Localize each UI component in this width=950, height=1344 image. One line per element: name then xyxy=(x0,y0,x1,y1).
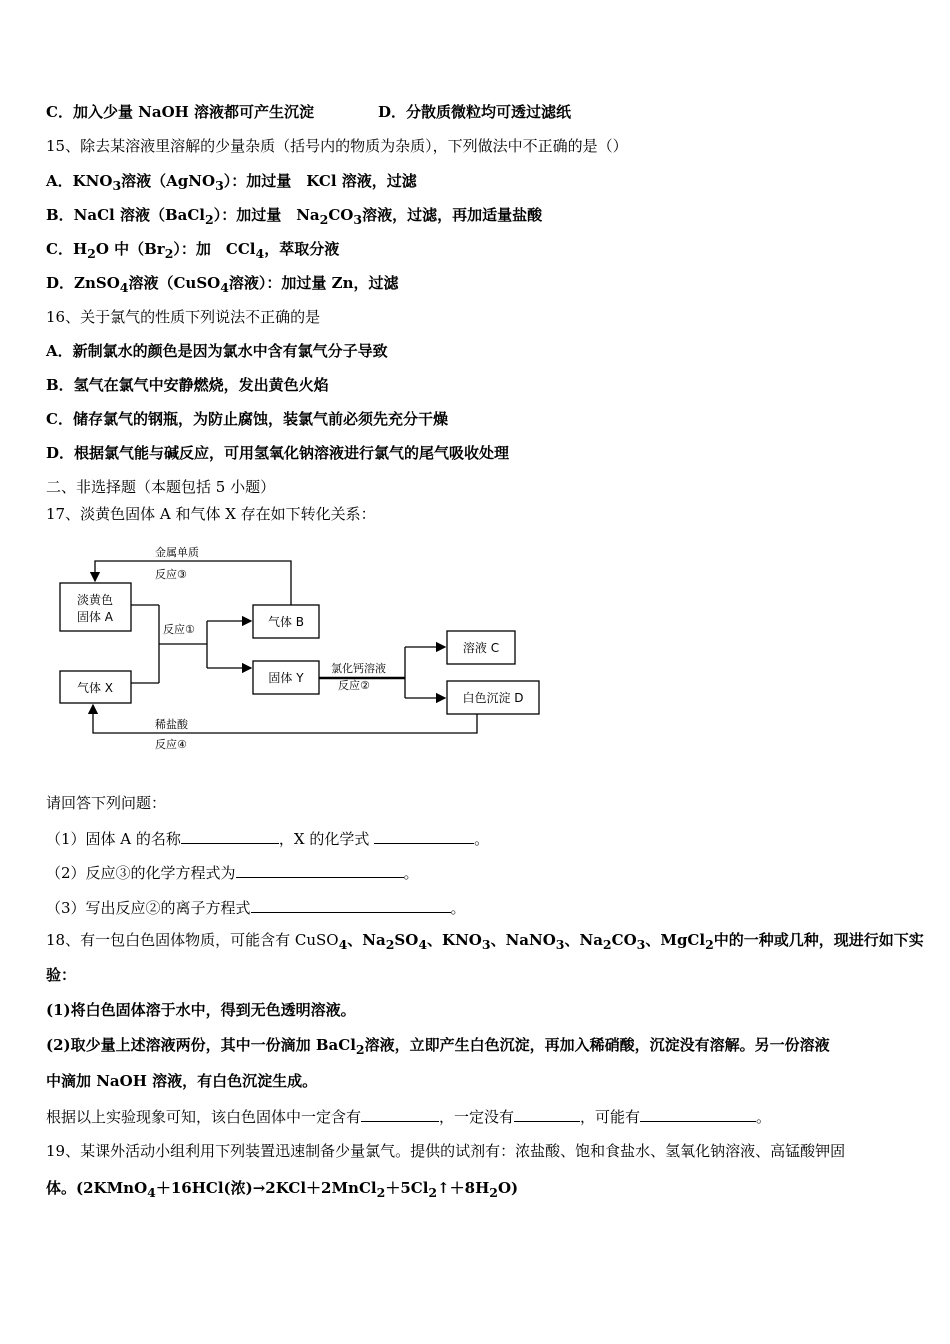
q17-sub2: （2）反应③的化学方程式为 。 xyxy=(46,864,419,882)
q17-stem: 17、淡黄色固体 A 和气体 X 存在如下转化关系： xyxy=(46,505,376,523)
q14-option-c-d-row xyxy=(46,102,572,122)
answer-blank-may-contain[interactable] xyxy=(640,1106,756,1122)
q19-stem-line1: 19、某课外活动小组利用下列装置迅速制备少量氯气。提供的试剂有：浓盐酸、饱和食盐水、氢氧化钠溶液、高锰酸钾固 xyxy=(46,1142,846,1160)
label-reaction-4: 反应④ xyxy=(155,738,187,751)
answer-blank-x-formula[interactable] xyxy=(374,828,474,844)
answer-blank-a-name[interactable] xyxy=(181,828,279,844)
q15-option-a: A．$KNO_3$溶液（AgNO$_3$）：加过量 KCl 溶液，过滤 xyxy=(46,172,417,193)
q16-stem: 16、关于氯气的性质下列说法不正确的是 xyxy=(46,308,321,326)
q16-option-b: B．氢气在氯气中安静燃烧，发出黄色火焰 xyxy=(46,376,329,394)
q15-option-d: D．ZnSO$_4$溶液（CuSO$_4$溶液）：加过量 Zn，过滤 xyxy=(46,274,399,295)
label-reaction-2: 反应② xyxy=(338,679,370,692)
q15-stem: 15、除去某溶液里溶解的少量杂质（括号内的物质为杂质），下列做法中不正确的是（） xyxy=(46,137,628,155)
label-dilute-hcl: 稀盐酸 xyxy=(155,718,188,731)
q18-step2-line2: 中滴加 NaOH 溶液，有白色沉淀生成。 xyxy=(46,1072,318,1090)
box-b-label: 气体 B xyxy=(267,615,305,629)
answer-blank-reaction-2[interactable] xyxy=(251,897,451,913)
label-metal-element: 金属单质 xyxy=(155,546,199,559)
q17-sub3: （3）写出反应②的离子方程式 。 xyxy=(46,899,466,917)
label-calcium-chloride: 氯化钙溶液 xyxy=(331,662,386,675)
q16-option-a: A．新制氯水的颜色是因为氯水中含有氯气分子导致 xyxy=(46,342,388,360)
q18-conclusion: 根据以上实验现象可知，该白色固体中一定含有 ，一定没有 ，可能有 。 xyxy=(46,1108,772,1126)
box-d-label: 白色沉淀 D xyxy=(462,691,524,705)
q18-step2: (2)取少量上述溶液两份，其中一份滴加 BaCl$_2$溶液，立即产生白色沉淀，再加入稀硝酸，沉淀没有溶解。另一份溶液 xyxy=(46,1036,830,1057)
q17-prompt: 请回答下列问题： xyxy=(46,794,167,812)
q15-option-c: C．$H_2O$ 中$(Br_2)$：加 CCl$_4$，萃取分液 xyxy=(46,240,340,261)
box-c-label: 溶液 C xyxy=(462,641,500,655)
q16-option-c: C．储存氯气的钢瓶，为防止腐蚀，装氯气前必须先充分干燥 xyxy=(46,410,448,428)
arrow-reaction-4 xyxy=(93,705,477,733)
answer-blank-must-not-contain[interactable] xyxy=(514,1106,580,1122)
q17-transformation-diagram xyxy=(55,543,555,753)
q14-option-c: C．加入少量 NaOH 溶液都可产生沉淀 xyxy=(46,103,315,121)
q15-option-b: B．NaCl 溶液（BaCl$_2$）：加过量 $Na_2CO_3$溶液，过滤，再加适量盐酸 xyxy=(46,206,543,227)
q17-sub1: （1）固体 A 的名称 ，X 的化学式 。 xyxy=(46,830,490,848)
section-2-heading: 二、非选择题（本题包括 5 小题） xyxy=(46,478,276,496)
q16-option-d: D．根据氯气能与碱反应，可用氢氧化钠溶液进行氯气的尾气吸收处理 xyxy=(46,444,510,462)
q18-step1: (1)将白色固体溶于水中，得到无色透明溶液。 xyxy=(46,1001,356,1019)
box-y-label: 固体 Y xyxy=(268,671,304,685)
answer-blank-reaction-3[interactable] xyxy=(236,862,404,878)
q18-stem-line2: 验： xyxy=(46,966,77,984)
box-a-line2: 固体 A xyxy=(76,610,114,624)
q18-stem: 18、有一包白色固体物质，可能含有 CuSO$_4$、$Na_2SO_4$、$KNO_3$、NaNO$_3$、$Na_2CO_3$、MgCl$_2$中的一种或几种，现进行如下实 xyxy=(46,931,924,952)
label-reaction-3: 反应③ xyxy=(155,568,187,581)
q14-option-d: D．分散质微粒均可透过滤纸 xyxy=(378,103,572,121)
answer-blank-must-contain[interactable] xyxy=(361,1106,439,1122)
box-x-label: 气体 X xyxy=(76,681,114,695)
q19-stem-line2: 体。(2KMnO$_4$＋16HCl(浓)$\to 2KCl+2MnCl_2+5Cl_2↑+8H_2O$) xyxy=(46,1179,519,1200)
box-a-line1: 淡黄色 xyxy=(76,593,114,607)
label-reaction-1: 反应① xyxy=(163,623,195,636)
